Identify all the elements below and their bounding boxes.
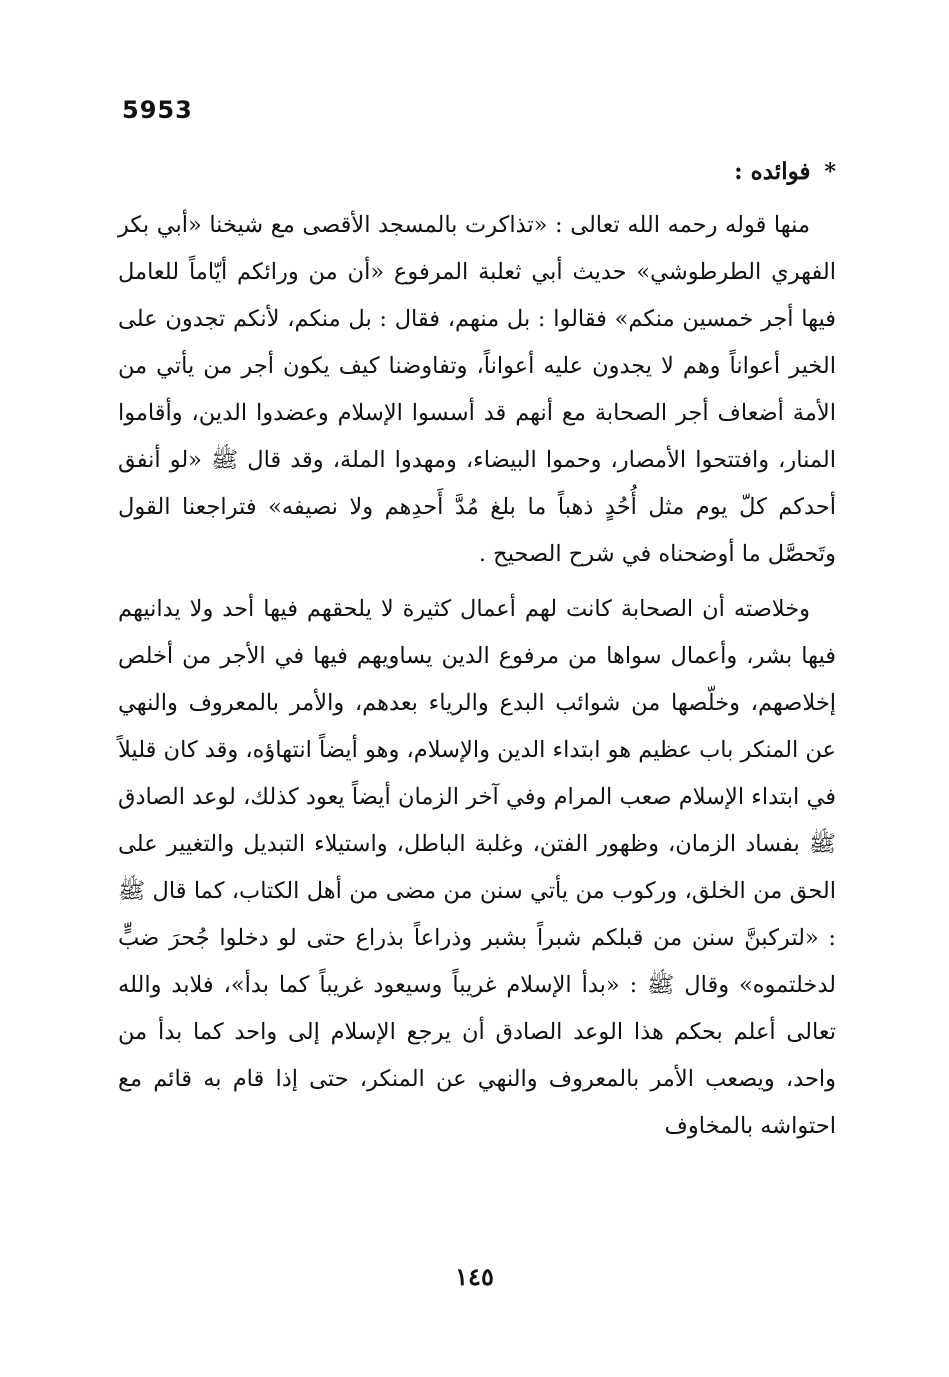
page-number: ١٤٥ [455, 1262, 494, 1291]
page-id: 5953 [122, 96, 193, 124]
section-heading [118, 148, 836, 196]
paragraph-1: منها قوله رحمه الله تعالى : «تذاكرت بالمسجد الأقصى مع شيخنا «أبي بكر الفهري الطرطوشي» حديث أبي ثعلبة المرفوع «أن من ورائكم أيّاماً للعامل فيها أجر خمسين منكم» فقالوا : بل منهم، فقال : بل منكم، لأنكم تجدون على الخير أعواناً وهم لا يجدون عليه أعواناً، وتفاوضنا كيف يكون أجر من يأتي من الأمة أضعاف أجر الصحابة مع أنهم قد أسسوا الإسلام وعضدوا الدين، وأقاموا المنار، وافتتحوا الأمصار، وحموا البيضاء، ومهدوا الملة، وقد قال ﷺ «لو أنفق أحدكم كلّ يوم مثل أُحُدٍ ذهباً ما بلغ مُدَّ أَحدِهم ولا نصيفه» فتراجعنا القول وتَحصَّل ما أوضحناه في شرح الصحيح . [118, 212, 836, 567]
page-body [118, 148, 836, 1150]
asterisk-icon: * [824, 159, 836, 185]
paragraph-2: وخلاصته أن الصحابة كانت لهم أعمال كثيرة لا يلحقهم فيها أحد ولا يدانيهم فيها بشر، وأعمال سواها من مرفوع الدين يساويهم فيها في الأجر من أخلص إخلاصهم، وخلّصها من شوائب البدع والرياء بعدهم، والأمر بالمعروف والنهي عن المنكر باب عظيم هو ابتداء الدين والإسلام، وهو أيضاً انتهاؤه، وقد كان قليلاً في ابتداء الإسلام صعب المرام وفي آخر الزمان أيضاً يعود كذلك، لوعد الصادق ﷺ بفساد الزمان، وظهور الفتن، وغلبة الباطل، واستيلاء التبديل والتغيير على الحق من الخلق، وركوب من يأتي سنن من مضى من أهل الكتاب، كما قال ﷺ : «لتركبنَّ سنن من قبلكم شبراً بشبر وذراعاً بذراع حتى لو دخلوا جُحرَ ضبٍّ لدخلتموه» وقال ﷺ : «بدأ الإسلام غريباً وسيعود غريباً كما بدأ»، فلابد والله تعالى أعلم بحكم هذا الوعد الصادق أن يرجع الإسلام إلى واحد كما بدأ من واحد، ويصعب الأمر بالمعروف والنهي عن المنكر، حتى إذا قام به قائم مع احتواشه بالمخاوف [117, 596, 836, 1139]
section-heading-text: فوائده : [734, 158, 811, 185]
